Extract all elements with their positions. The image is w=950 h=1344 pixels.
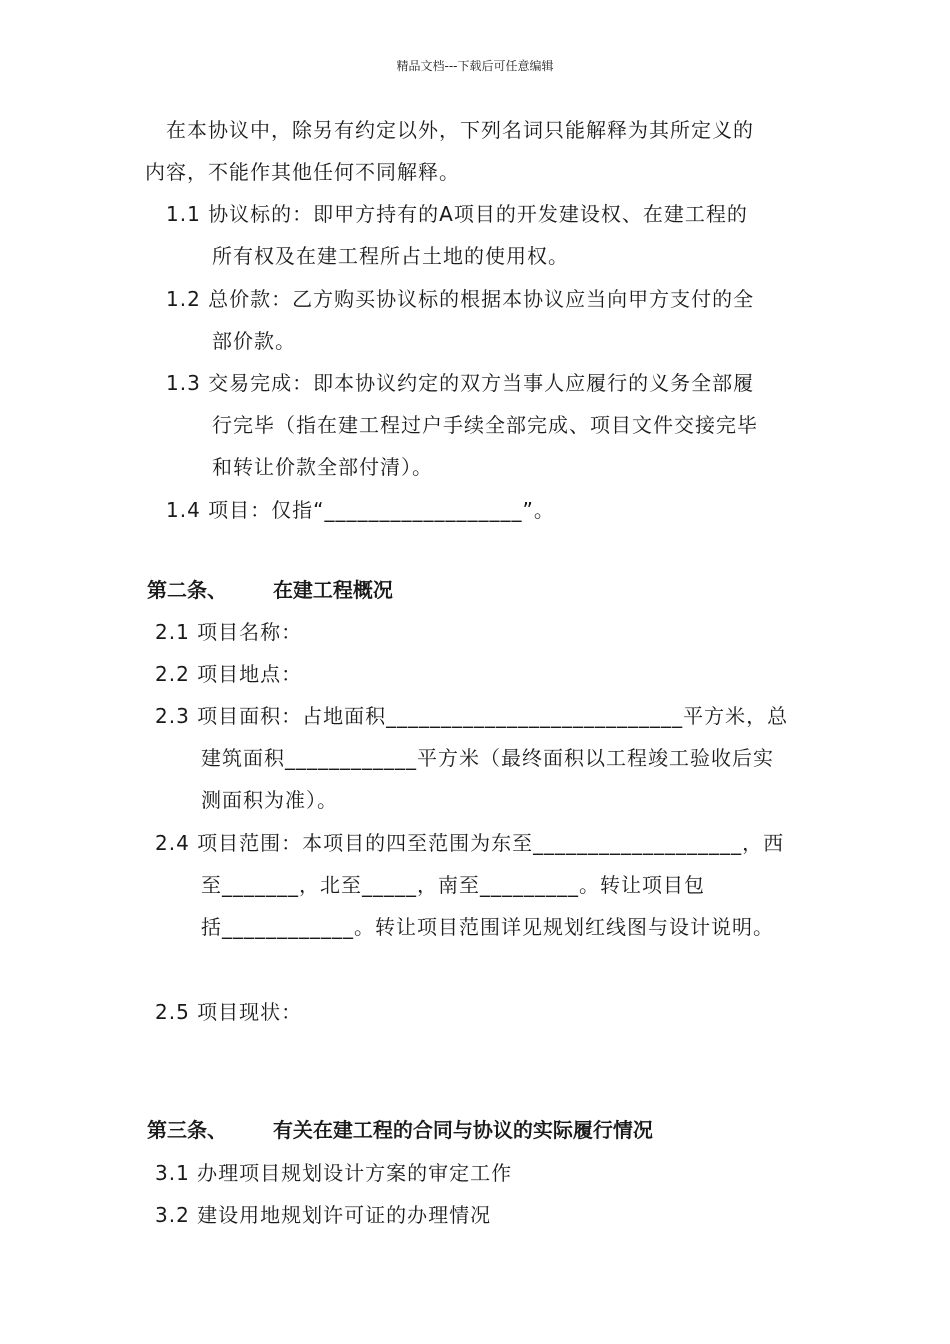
- def-number: 1.4: [166, 498, 201, 522]
- item-text: 建设用地规划许可证的办理情况: [197, 1203, 492, 1227]
- item-number: 2.2: [155, 662, 190, 686]
- def-number: 1.2: [166, 287, 201, 311]
- intro-line-2: 内容，不能作其他任何不同解释。: [145, 160, 460, 184]
- def-1-2-cont: 部价款。: [212, 329, 296, 353]
- item-number: 2.5: [155, 1000, 190, 1024]
- def-1-3-cont-1: 行完毕（指在建工程过户手续全部完成、项目文件交接完毕: [212, 413, 758, 437]
- def-1-4: [166, 496, 555, 524]
- item-2-4: [155, 829, 784, 857]
- item-number: 2.3: [155, 704, 190, 728]
- item-text: 项目名称：: [197, 620, 303, 644]
- def-1-1: [166, 200, 748, 228]
- item-3-2: [155, 1201, 491, 1229]
- item-text: 办理项目规划设计方案的审定工作: [197, 1161, 513, 1185]
- item-2-4-cont-2: 括____________。转让项目范围详见规划红线图与设计说明。: [201, 915, 774, 939]
- section-2-heading: [147, 576, 393, 604]
- def-text: 总价款：乙方购买协议标的根据本协议应当向甲方支付的全: [208, 287, 755, 311]
- item-number: 3.2: [155, 1203, 190, 1227]
- item-text: 项目面积：占地面积___________________________平方米，总: [197, 704, 789, 728]
- def-text: 协议标的：即甲方持有的A项目的开发建设权、在建工程的: [208, 202, 748, 226]
- section-2-title: 在建工程概况: [272, 578, 393, 602]
- item-number: 2.4: [155, 831, 190, 855]
- item-2-5: [155, 998, 302, 1026]
- item-number: 2.1: [155, 620, 190, 644]
- page-header: 精品文档---下载后可任意编辑: [396, 59, 554, 73]
- section-2-prefix: 第二条、: [147, 578, 227, 602]
- item-2-3-cont-1: 建筑面积____________平方米（最终面积以工程竣工验收后实: [201, 746, 774, 770]
- def-1-1-cont: 所有权及在建工程所占土地的使用权。: [212, 244, 569, 268]
- item-2-1: [155, 618, 302, 646]
- section-3-title: 有关在建工程的合同与协议的实际履行情况: [272, 1118, 653, 1142]
- item-3-1: [155, 1159, 512, 1187]
- section-3-prefix: 第三条、: [147, 1118, 227, 1142]
- item-2-3-cont-2: 测面积为准）。: [201, 788, 338, 812]
- intro-line-1: 在本协议中，除另有约定以外，下列名词只能解释为其所定义的: [166, 118, 754, 142]
- def-text: 交易完成：即本协议约定的双方当事人应履行的义务全部履: [208, 371, 755, 395]
- item-2-2: [155, 660, 302, 688]
- item-text: 项目现状：: [197, 1000, 303, 1024]
- item-number: 3.1: [155, 1161, 190, 1185]
- def-1-3: [166, 369, 754, 397]
- item-text: 项目范围：本项目的四至范围为东至___________________，西: [197, 831, 785, 855]
- def-number: 1.3: [166, 371, 201, 395]
- def-text: 项目：仅指“__________________”。: [208, 498, 555, 522]
- item-text: 项目地点：: [197, 662, 303, 686]
- section-3-heading: [147, 1116, 653, 1144]
- def-1-3-cont-2: 和转让价款全部付清）。: [212, 455, 433, 479]
- def-1-2: [166, 285, 754, 313]
- def-number: 1.1: [166, 202, 201, 226]
- item-2-3: [155, 702, 788, 730]
- item-2-4-cont-1: 至_______，北至_____，南至_________。转让项目包: [201, 873, 705, 897]
